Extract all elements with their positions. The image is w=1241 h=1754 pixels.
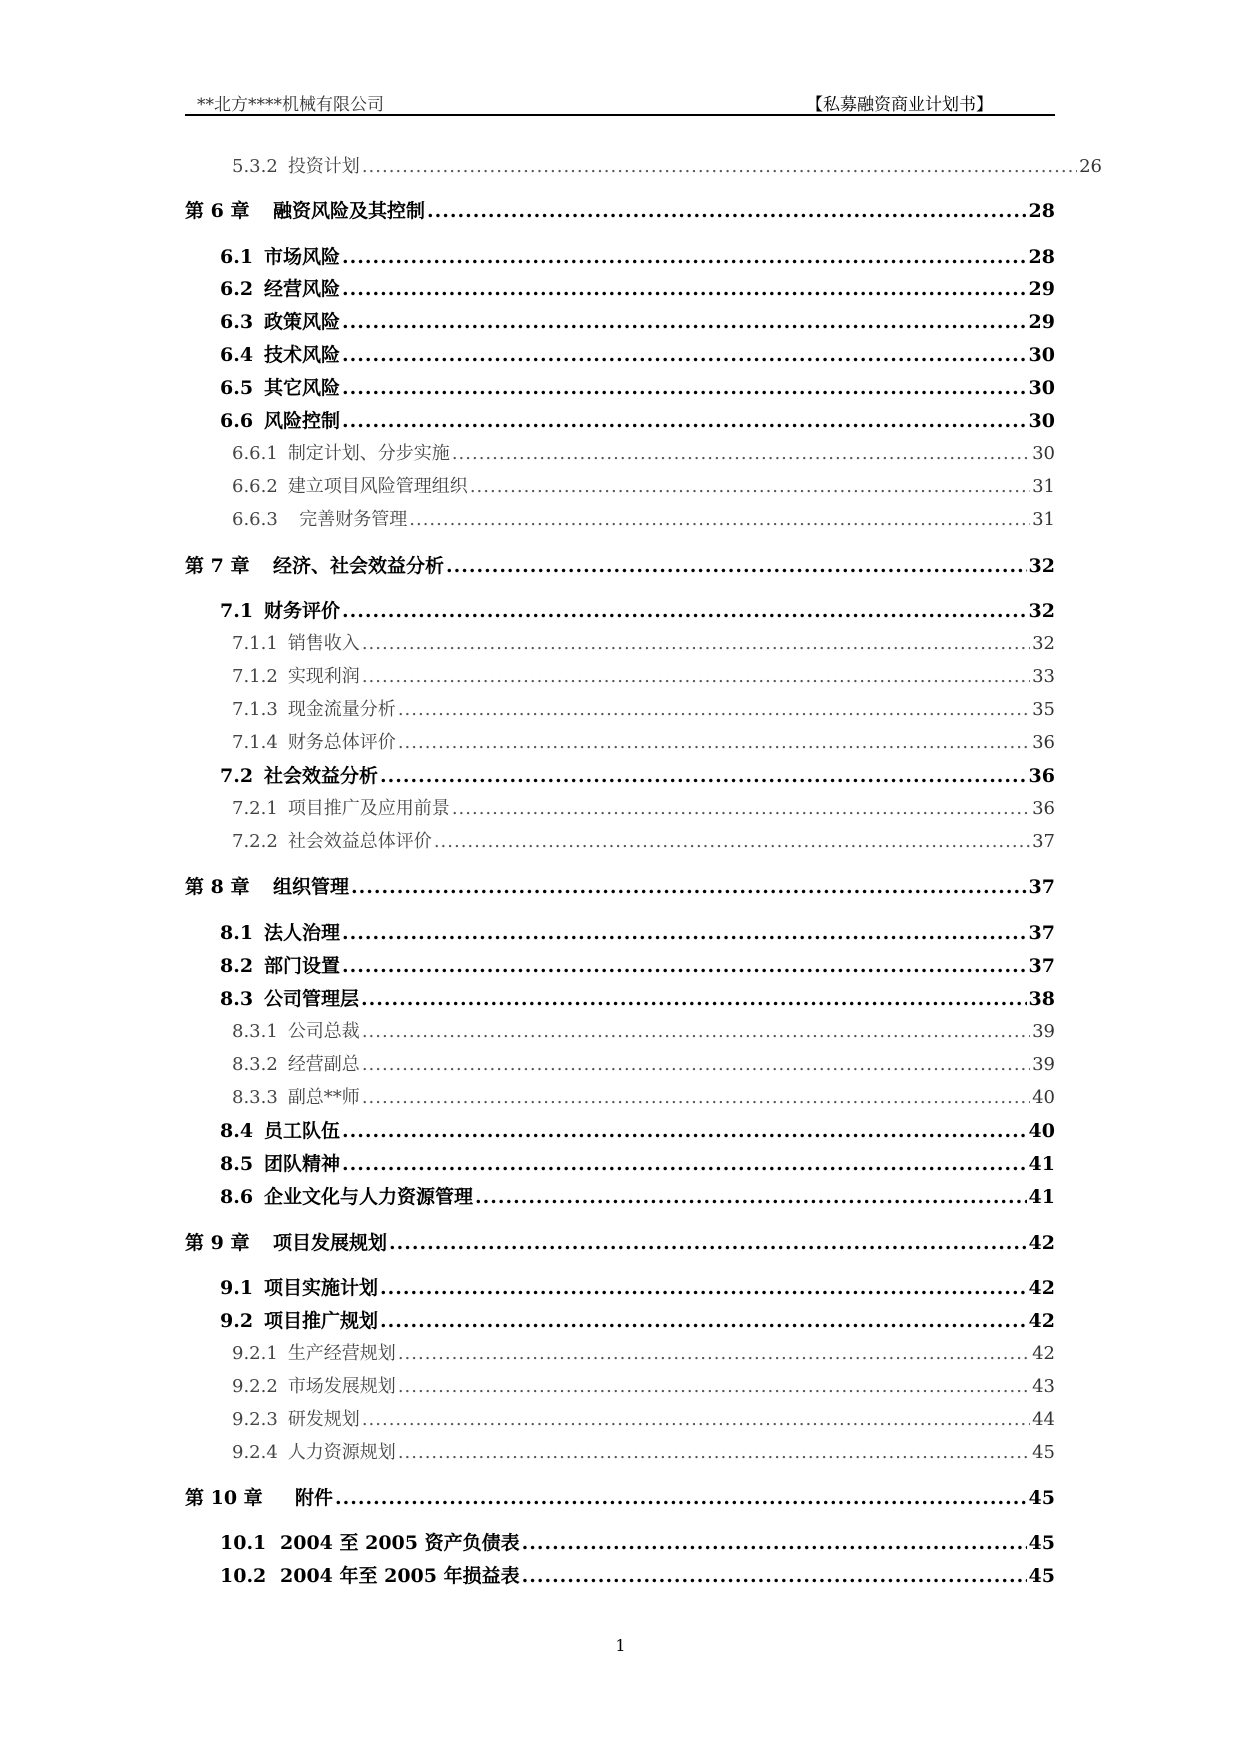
dot-leader — [335, 1487, 1027, 1509]
toc-label: 8.3.1 公司总裁 — [232, 1021, 360, 1042]
toc-label: 10.1 2004 至 2005 资产负债表 — [220, 1532, 520, 1554]
toc-page: 45 — [1028, 1532, 1055, 1554]
toc-page: 33 — [1032, 666, 1055, 687]
toc-label: 8.1 法人治理 — [220, 922, 341, 944]
dot-leader — [380, 765, 1027, 787]
toc-page: 36 — [1032, 732, 1055, 753]
dot-leader — [434, 831, 1030, 852]
toc-entry[interactable] — [232, 827, 1055, 857]
toc-label: 第 7 章 经济、社会效益分析 — [185, 555, 445, 577]
toc-label: 第 9 章 项目发展规划 — [185, 1232, 388, 1254]
dot-leader — [362, 633, 1030, 654]
toc-page: 30 — [1028, 410, 1055, 432]
toc-label: 5.3.2 投资计划 — [232, 156, 360, 177]
toc-page: 28 — [1028, 200, 1055, 222]
dot-leader — [342, 1120, 1027, 1142]
toc-label: 8.2 部门设置 — [220, 955, 341, 977]
toc-label: 9.2.1 生产经营规划 — [232, 1343, 396, 1364]
dot-leader — [398, 1442, 1030, 1463]
toc-entry[interactable] — [185, 196, 1055, 226]
toc-entry[interactable] — [232, 472, 1055, 502]
toc-entry[interactable] — [220, 1182, 1055, 1212]
dot-leader — [409, 509, 1030, 530]
toc-entry[interactable] — [220, 1273, 1055, 1303]
toc-entry[interactable] — [220, 951, 1055, 981]
toc-page: 35 — [1032, 699, 1055, 720]
toc-page: 39 — [1032, 1021, 1055, 1042]
toc-entry[interactable] — [232, 662, 1055, 692]
toc-page: 41 — [1028, 1186, 1055, 1208]
toc-label: 6.6.2 建立项目风险管理组织 — [232, 476, 468, 497]
toc-label: 9.2 项目推广规划 — [220, 1310, 379, 1332]
toc-page: 42 — [1028, 1232, 1055, 1254]
toc-entry[interactable] — [232, 439, 1055, 469]
dot-leader — [522, 1532, 1027, 1554]
toc-page: 45 — [1028, 1487, 1055, 1509]
toc-label: 7.2 社会效益分析 — [220, 765, 379, 787]
page-number: 1 — [615, 1636, 626, 1655]
dot-leader — [470, 476, 1030, 497]
toc-label: 6.5 其它风险 — [220, 377, 341, 399]
toc-entry[interactable] — [232, 695, 1055, 725]
toc-label: 6.3 政策风险 — [220, 311, 341, 333]
toc-page: 32 — [1028, 600, 1055, 622]
toc-label: 9.1 项目实施计划 — [220, 1277, 379, 1299]
toc-page: 37 — [1028, 876, 1055, 898]
toc-label: 8.3.3 副总**师 — [232, 1087, 360, 1108]
toc-entry[interactable] — [232, 1083, 1055, 1113]
toc-entry[interactable] — [220, 242, 1055, 272]
toc-page: 30 — [1028, 344, 1055, 366]
toc-entry[interactable] — [220, 340, 1055, 370]
toc-entry[interactable] — [232, 1372, 1055, 1402]
toc-label: 9.2.4 人力资源规划 — [232, 1442, 396, 1463]
toc-entry[interactable] — [220, 274, 1055, 304]
toc-page: 39 — [1032, 1054, 1055, 1075]
toc-page: 42 — [1032, 1343, 1055, 1364]
toc-label: 7.1 财务评价 — [220, 600, 341, 622]
toc-entry[interactable] — [220, 1306, 1055, 1336]
toc-label: 6.6.1 制定计划、分步实施 — [232, 443, 450, 464]
toc-label: 第 8 章 组织管理 — [185, 876, 350, 898]
toc-page: 30 — [1028, 377, 1055, 399]
dot-leader — [361, 988, 1027, 1010]
toc-page: 32 — [1032, 633, 1055, 654]
toc-entry[interactable] — [220, 1528, 1055, 1558]
dot-leader — [342, 922, 1027, 944]
toc-entry[interactable] — [185, 551, 1055, 581]
toc-label: 10.2 2004 年至 2005 年损益表 — [220, 1565, 520, 1587]
toc-page: 36 — [1032, 798, 1055, 819]
toc-entry[interactable] — [220, 307, 1055, 337]
toc-label: 6.2 经营风险 — [220, 278, 341, 300]
toc-entry[interactable] — [185, 1228, 1055, 1258]
dot-leader — [342, 410, 1027, 432]
toc-page: 26 — [1079, 156, 1102, 177]
dot-leader — [342, 600, 1027, 622]
toc-page: 43 — [1032, 1376, 1055, 1397]
toc-page: 31 — [1032, 476, 1055, 497]
dot-leader — [362, 1087, 1030, 1108]
dot-leader — [398, 1343, 1030, 1364]
toc-label: 7.2.1 项目推广及应用前景 — [232, 798, 450, 819]
toc-entry[interactable] — [232, 1405, 1055, 1435]
toc-page: 40 — [1028, 1120, 1055, 1142]
toc-entry[interactable] — [220, 1149, 1055, 1179]
dot-leader — [362, 1054, 1030, 1075]
toc-label: 7.2.2 社会效益总体评价 — [232, 831, 432, 852]
dot-leader — [342, 246, 1027, 268]
toc-page: 41 — [1028, 1153, 1055, 1175]
toc-label: 8.4 员工队伍 — [220, 1120, 341, 1142]
toc-label: 8.3 公司管理层 — [220, 988, 360, 1010]
toc-label: 7.1.2 实现利润 — [232, 666, 360, 687]
toc-page: 38 — [1028, 988, 1055, 1010]
toc-label: 7.1.4 财务总体评价 — [232, 732, 396, 753]
dot-leader — [342, 311, 1027, 333]
toc-label: 7.1.1 销售收入 — [232, 633, 360, 654]
toc-entry[interactable] — [232, 1438, 1055, 1468]
toc-label: 6.1 市场风险 — [220, 246, 341, 268]
toc-page: 30 — [1032, 443, 1055, 464]
toc-entry[interactable] — [232, 1017, 1055, 1047]
toc-entry[interactable] — [220, 1561, 1055, 1591]
toc-page: 28 — [1028, 246, 1055, 268]
dot-leader — [342, 377, 1027, 399]
toc-page: 32 — [1028, 555, 1055, 577]
toc-page: 29 — [1028, 311, 1055, 333]
dot-leader — [452, 443, 1030, 464]
toc-entry[interactable] — [232, 794, 1055, 824]
toc-entry[interactable] — [232, 1050, 1055, 1080]
toc-page: 29 — [1028, 278, 1055, 300]
toc-entry[interactable] — [220, 373, 1055, 403]
toc-page: 37 — [1032, 831, 1055, 852]
toc-entry[interactable] — [220, 918, 1055, 948]
dot-leader — [522, 1565, 1027, 1587]
toc-page: 45 — [1028, 1565, 1055, 1587]
toc-label: 第 6 章 融资风险及其控制 — [185, 200, 426, 222]
toc-page: 37 — [1028, 922, 1055, 944]
dot-leader — [351, 876, 1027, 898]
company-name: **北方****机械有限公司 — [197, 95, 384, 115]
toc-entry[interactable] — [185, 872, 1055, 902]
toc-page: 37 — [1028, 955, 1055, 977]
dot-leader — [362, 666, 1030, 687]
toc-page: 31 — [1032, 509, 1055, 530]
dot-leader — [452, 798, 1030, 819]
dot-leader — [398, 699, 1030, 720]
document-title: 【私募融资商业计划书】 — [806, 95, 993, 115]
toc-page: 40 — [1032, 1087, 1055, 1108]
toc-label: 7.1.3 现金流量分析 — [232, 699, 396, 720]
toc-label: 9.2.2 市场发展规划 — [232, 1376, 396, 1397]
page-header — [185, 86, 1055, 116]
toc-entry[interactable] — [232, 505, 1055, 535]
toc-label: 6.4 技术风险 — [220, 344, 341, 366]
dot-leader — [362, 1409, 1030, 1430]
dot-leader — [398, 732, 1030, 753]
dot-leader — [427, 200, 1027, 222]
toc-entry[interactable] — [232, 728, 1055, 758]
toc-page: 42 — [1028, 1310, 1055, 1332]
toc-entry[interactable] — [220, 984, 1055, 1014]
dot-leader — [342, 344, 1027, 366]
toc-page: 42 — [1028, 1277, 1055, 1299]
toc-label: 9.2.3 研发规划 — [232, 1409, 360, 1430]
dot-leader — [380, 1277, 1027, 1299]
dot-leader — [475, 1186, 1027, 1208]
toc-entry[interactable] — [232, 152, 1102, 182]
dot-leader — [342, 955, 1027, 977]
dot-leader — [389, 1232, 1027, 1254]
toc-entry[interactable] — [232, 629, 1055, 659]
toc-page: 36 — [1028, 765, 1055, 787]
dot-leader — [380, 1310, 1027, 1332]
toc-label: 8.6 企业文化与人力资源管理 — [220, 1186, 474, 1208]
dot-leader — [446, 555, 1027, 577]
toc-entry[interactable] — [220, 761, 1055, 791]
toc-entry[interactable] — [220, 1116, 1055, 1146]
toc-page: 45 — [1032, 1442, 1055, 1463]
dot-leader — [398, 1376, 1030, 1397]
toc-label: 第 10 章 附件 — [185, 1487, 334, 1509]
toc-page: 44 — [1032, 1409, 1055, 1430]
toc-label: 8.5 团队精神 — [220, 1153, 341, 1175]
dot-leader — [342, 278, 1027, 300]
toc-label: 8.3.2 经营副总 — [232, 1054, 360, 1075]
dot-leader — [362, 156, 1077, 177]
dot-leader — [362, 1021, 1030, 1042]
toc-entry[interactable] — [232, 1339, 1055, 1369]
toc-entry[interactable] — [220, 406, 1055, 436]
dot-leader — [342, 1153, 1027, 1175]
toc-label: 6.6.3 完善财务管理 — [232, 509, 408, 530]
toc-entry[interactable] — [220, 596, 1055, 626]
toc-entry[interactable] — [185, 1483, 1055, 1513]
toc-label: 6.6 风险控制 — [220, 410, 341, 432]
